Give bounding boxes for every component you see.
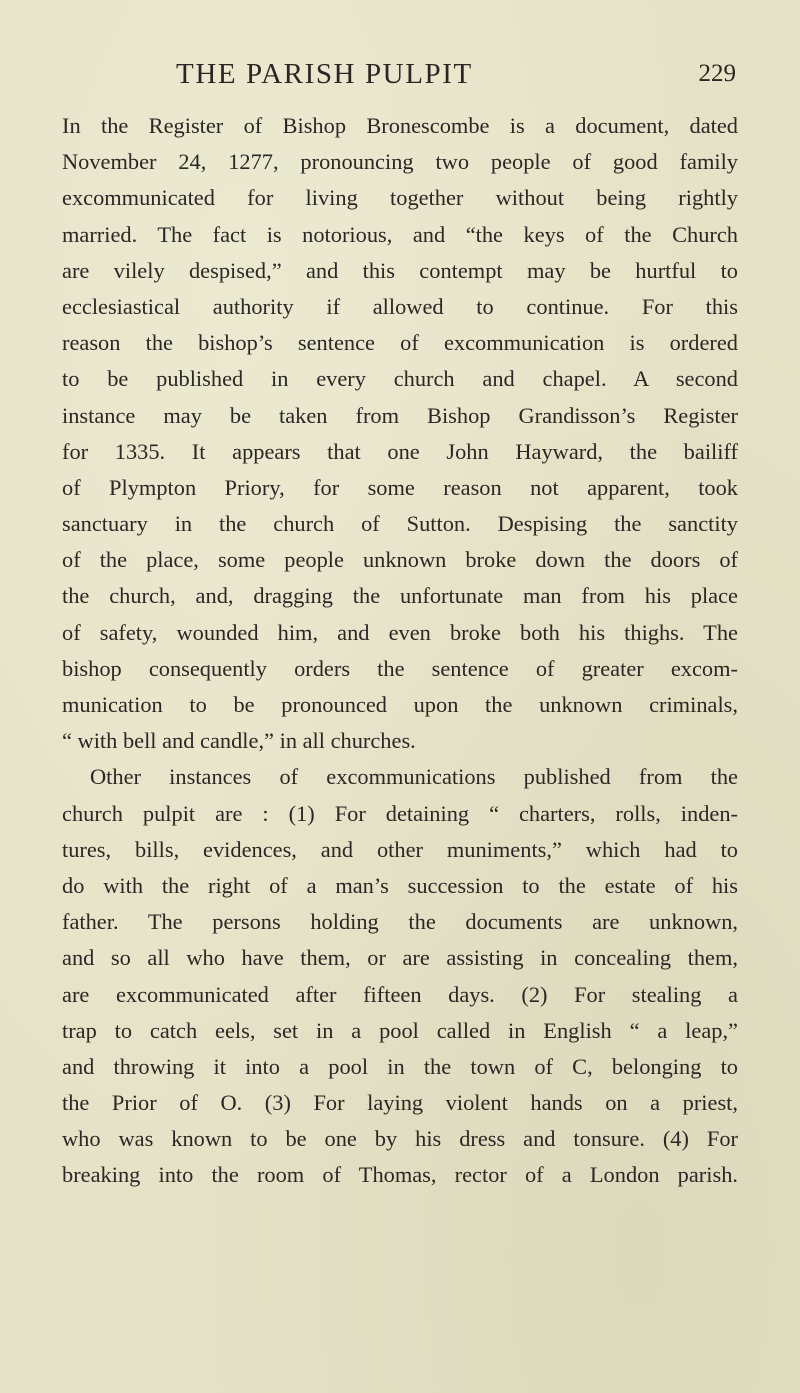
text-line: tures, bills, evidences, and other muniments,” which had to (62, 836, 738, 862)
text-line: sanctuary in the church of Sutton. Despising the sanctity (62, 511, 738, 537)
text-line: are vilely despised,” and this contempt may be hurtful to (62, 257, 738, 283)
paragraph-end-line: “ with bell and candle,” in all churches. (62, 728, 416, 754)
page-number: 229 (698, 60, 736, 87)
text-line: reason the bishop’s sentence of excommunication is ordered (62, 330, 738, 356)
text-line: who was known to be one by his dress and tonsure. (4) For (62, 1126, 738, 1152)
text-line: instance may be taken from Bishop Grandisson’s Register (62, 402, 738, 428)
paragraph-start-line: Other instances of excommunications published from the (90, 764, 738, 790)
text-line: excommunicated for living together without being rightly (62, 185, 738, 211)
text-line: for 1335. It appears that one John Hayward, the bailiff (62, 438, 738, 464)
text-line: munication to be pronounced upon the unknown criminals, (62, 692, 738, 717)
text-line: of the place, some people unknown broke down the doors of (62, 547, 738, 573)
text-line: In the Register of Bishop Bronescombe is a document, dated (62, 113, 738, 138)
text-line: trap to catch eels, set in a pool called in English “ a leap,” (62, 1017, 738, 1043)
text-line: to be published in every church and chapel. A second (62, 366, 738, 392)
text-line: the church, and, dragging the unfortunate man from his place (62, 583, 738, 609)
text-line: November 24, 1277, pronouncing two people of good family (62, 149, 738, 175)
text-line: bishop consequently orders the sentence of greater excom- (62, 655, 738, 681)
text-line: and so all who have them, or are assisting in concealing them, (62, 945, 738, 971)
text-line: do with the right of a man’s succession to the estate of his (62, 872, 738, 898)
body-text (62, 108, 738, 1194)
text-line: ecclesiastical authority if allowed to continue. For this (62, 293, 738, 319)
text-line: of safety, wounded him, and even broke both his thighs. The (62, 619, 738, 645)
text-line: of Plympton Priory, for some reason not apparent, took (62, 474, 738, 500)
text-line: breaking into the room of Thomas, rector of a London parish. (62, 1162, 738, 1188)
text-line: married. The fact is notorious, and “the keys of the Church (62, 221, 738, 247)
text-line: and throwing it into a pool in the town of C, belonging to (62, 1053, 738, 1079)
text-line: are excommunicated after fifteen days. (2) For stealing a (62, 981, 738, 1007)
text-line: the Prior of O. (3) For laying violent hands on a priest, (62, 1090, 738, 1116)
text-line: father. The persons holding the documents are unknown, (62, 909, 738, 935)
running-title: THE PARISH PULPIT (176, 58, 473, 90)
running-header (176, 58, 736, 98)
text-line: church pulpit are : (1) For detaining “ charters, rolls, inden- (62, 800, 738, 826)
